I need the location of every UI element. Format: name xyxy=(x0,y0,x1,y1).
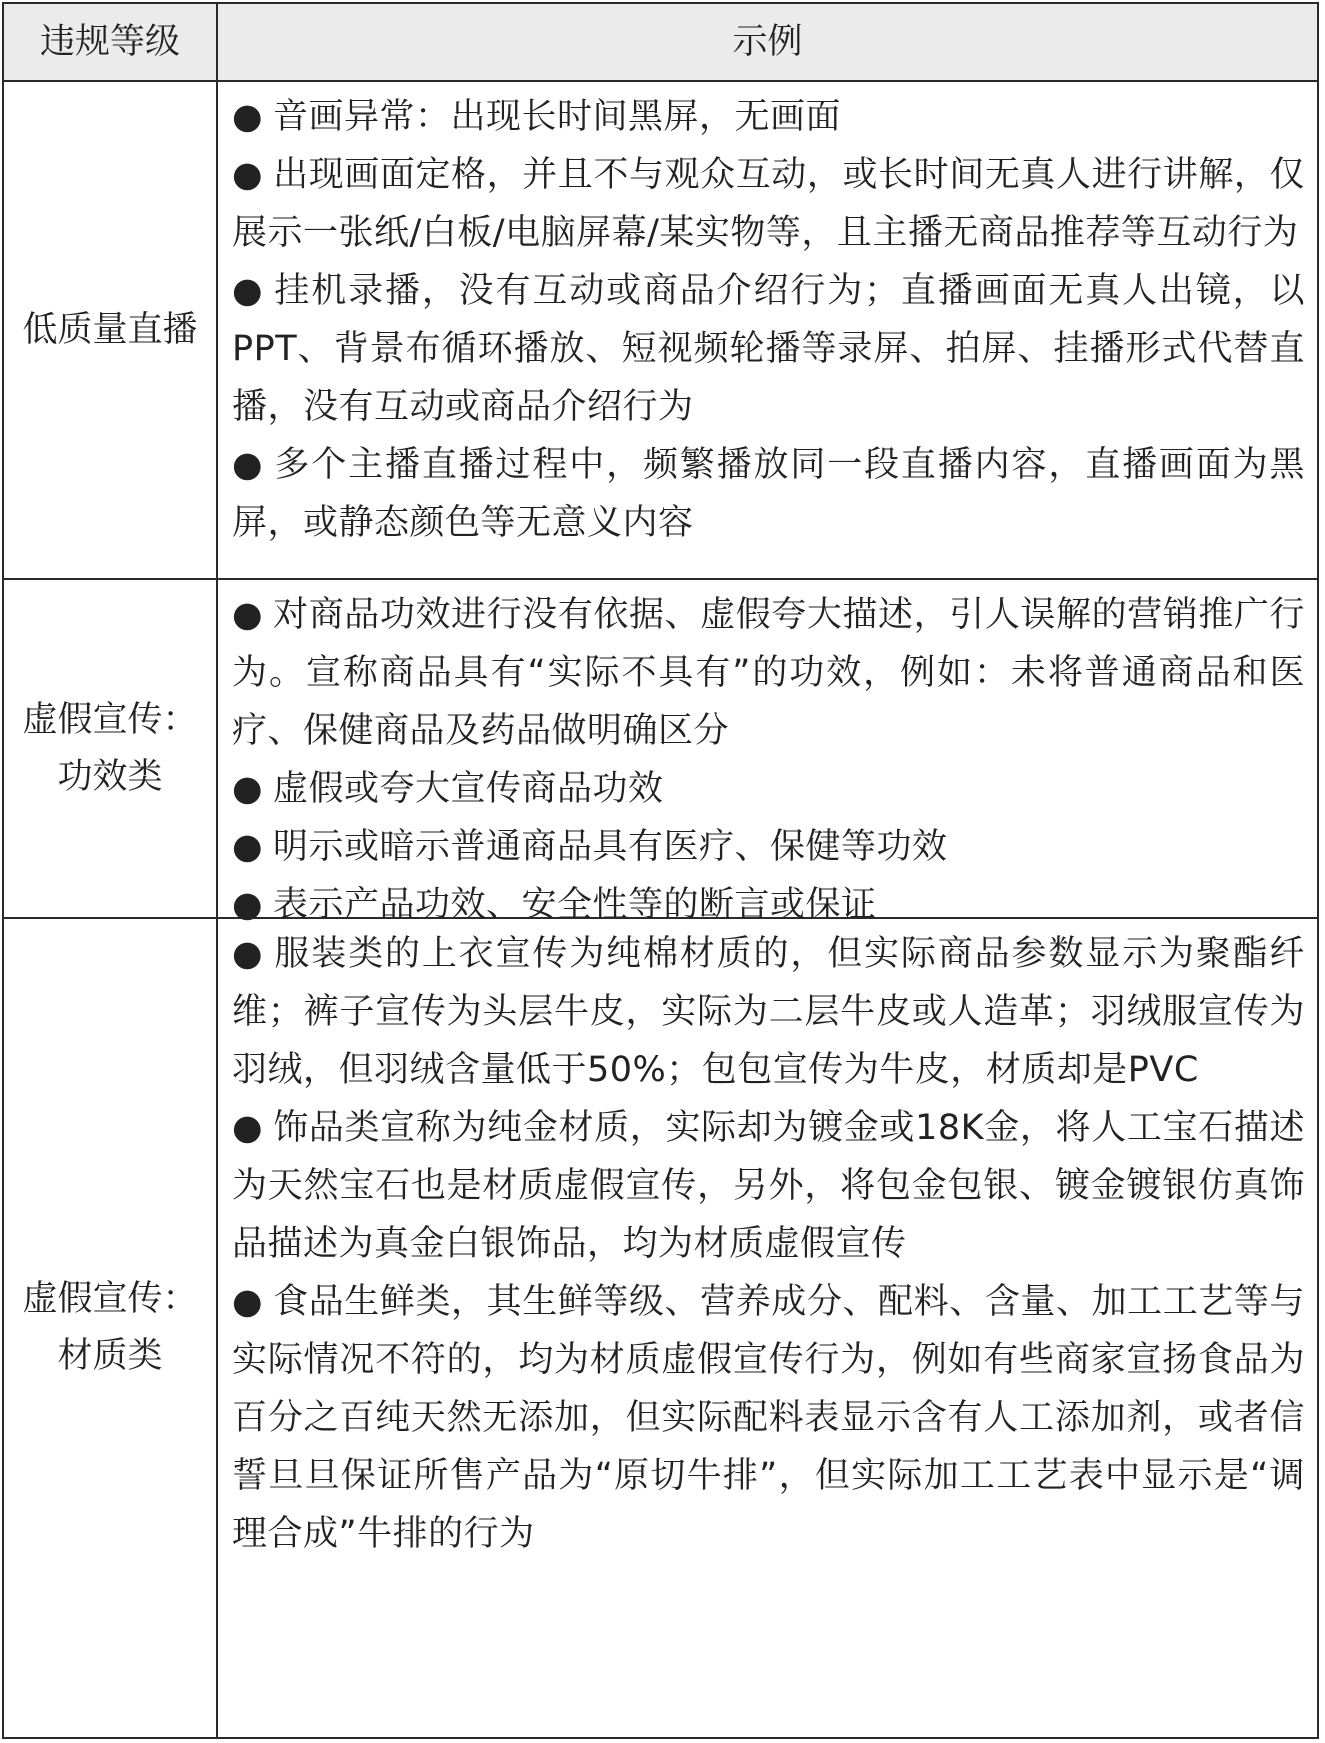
item-text: 明示或暗示普通商品具有医疗、保健等功效 xyxy=(273,827,948,867)
item-text: 挂机录播，没有互动或商品介绍行为；直播画面无真人出镜，以PPT、背景布循环播放、短视频轮播等录屏、拍屏、挂播形式代替直播，没有互动或商品介绍行为 xyxy=(232,271,1305,427)
level-cell xyxy=(4,580,218,917)
bullet-icon: ● xyxy=(232,1282,264,1322)
item-text: 服装类的上衣宣传为纯棉材质的，但实际商品参数显示为聚酯纤维；裤子宣传为头层牛皮，实际为二层牛皮或人造革；羽绒服宣传为羽绒，但羽绒含量低于50%；包包宣传为牛皮，材质却是PVC xyxy=(232,934,1305,1090)
bullet-icon: ● xyxy=(232,155,264,195)
table-row xyxy=(4,919,1317,1737)
item-text: 出现画面定格，并且不与观众互动，或长时间无真人进行讲解，仅展示一张纸/白板/电脑屏幕/某实物等，且主播无商品推荐等互动行为 xyxy=(232,155,1305,253)
bullet-icon: ● xyxy=(232,97,264,137)
bullet-icon: ● xyxy=(232,1108,264,1148)
level-label: 低质量直播 xyxy=(22,309,198,350)
list-item xyxy=(232,88,1305,146)
item-text: 饰品类宣称为纯金材质，实际却为镀金或18K金，将人工宝石描述为天然宝石也是材质虚假宣传，另外，将包金包银、镀金镀银仿真饰品描述为真金白银饰品，均为材质虚假宣传 xyxy=(232,1108,1305,1264)
header-cell-level xyxy=(4,4,218,80)
table-row xyxy=(4,82,1317,580)
bullet-icon: ● xyxy=(232,885,264,925)
bullet-icon: ● xyxy=(232,445,264,485)
level-label-line1: 虚假宣传： xyxy=(22,699,198,740)
header-cell-example xyxy=(218,4,1317,80)
level-label-line2: 功效类 xyxy=(57,756,163,797)
item-text: 食品生鲜类，其生鲜等级、营养成分、配料、含量、加工工艺等与实际情况不符的，均为材质虚假宣传行为，例如有些商家宣扬食品为百分之百纯天然无添加，但实际配料表显示含有人工添加剂，或者信誓旦旦保证所售产品为“原切牛排”，但实际加工工艺表中显示是“调理合成”牛排的行为 xyxy=(232,1282,1305,1554)
bullet-icon: ● xyxy=(232,271,264,311)
violation-table xyxy=(2,2,1319,1739)
list-item xyxy=(232,436,1305,552)
level-cell xyxy=(4,919,218,1737)
example-cell xyxy=(218,919,1317,1737)
item-text: 对商品功效进行没有依据、虚假夸大描述，引人误解的营销推广行为。宣称商品具有“实际不具有”的功效，例如：未将普通商品和医疗、保健商品及药品做明确区分 xyxy=(232,595,1305,751)
table-header-row xyxy=(4,4,1317,82)
list-item xyxy=(232,586,1305,760)
example-cell xyxy=(218,580,1317,925)
bullet-icon: ● xyxy=(232,595,264,635)
header-example-label: 示例 xyxy=(732,22,803,62)
bullet-icon: ● xyxy=(232,934,264,974)
table-row xyxy=(4,580,1317,925)
item-text: 音画异常：出现长时间黑屏，无画面 xyxy=(273,97,842,137)
item-text: 虚假或夸大宣传商品功效 xyxy=(273,769,664,809)
list-item xyxy=(232,1099,1305,1273)
level-label-line2: 材质类 xyxy=(57,1336,163,1376)
list-item xyxy=(232,760,1305,818)
level-label-line1: 虚假宣传： xyxy=(22,1279,198,1319)
item-text: 多个主播直播过程中，频繁播放同一段直播内容，直播画面为黑屏，或静态颜色等无意义内容 xyxy=(232,445,1305,543)
header-level-label: 违规等级 xyxy=(39,21,180,62)
item-text: 表示产品功效、安全性等的断言或保证 xyxy=(273,885,877,925)
list-item xyxy=(232,146,1305,262)
list-item xyxy=(232,818,1305,876)
list-item xyxy=(232,925,1305,1099)
list-item xyxy=(232,262,1305,436)
bullet-icon: ● xyxy=(232,827,264,867)
bullet-icon: ● xyxy=(232,769,264,809)
level-cell xyxy=(4,82,218,578)
example-cell xyxy=(218,82,1317,578)
list-item xyxy=(232,1273,1305,1563)
